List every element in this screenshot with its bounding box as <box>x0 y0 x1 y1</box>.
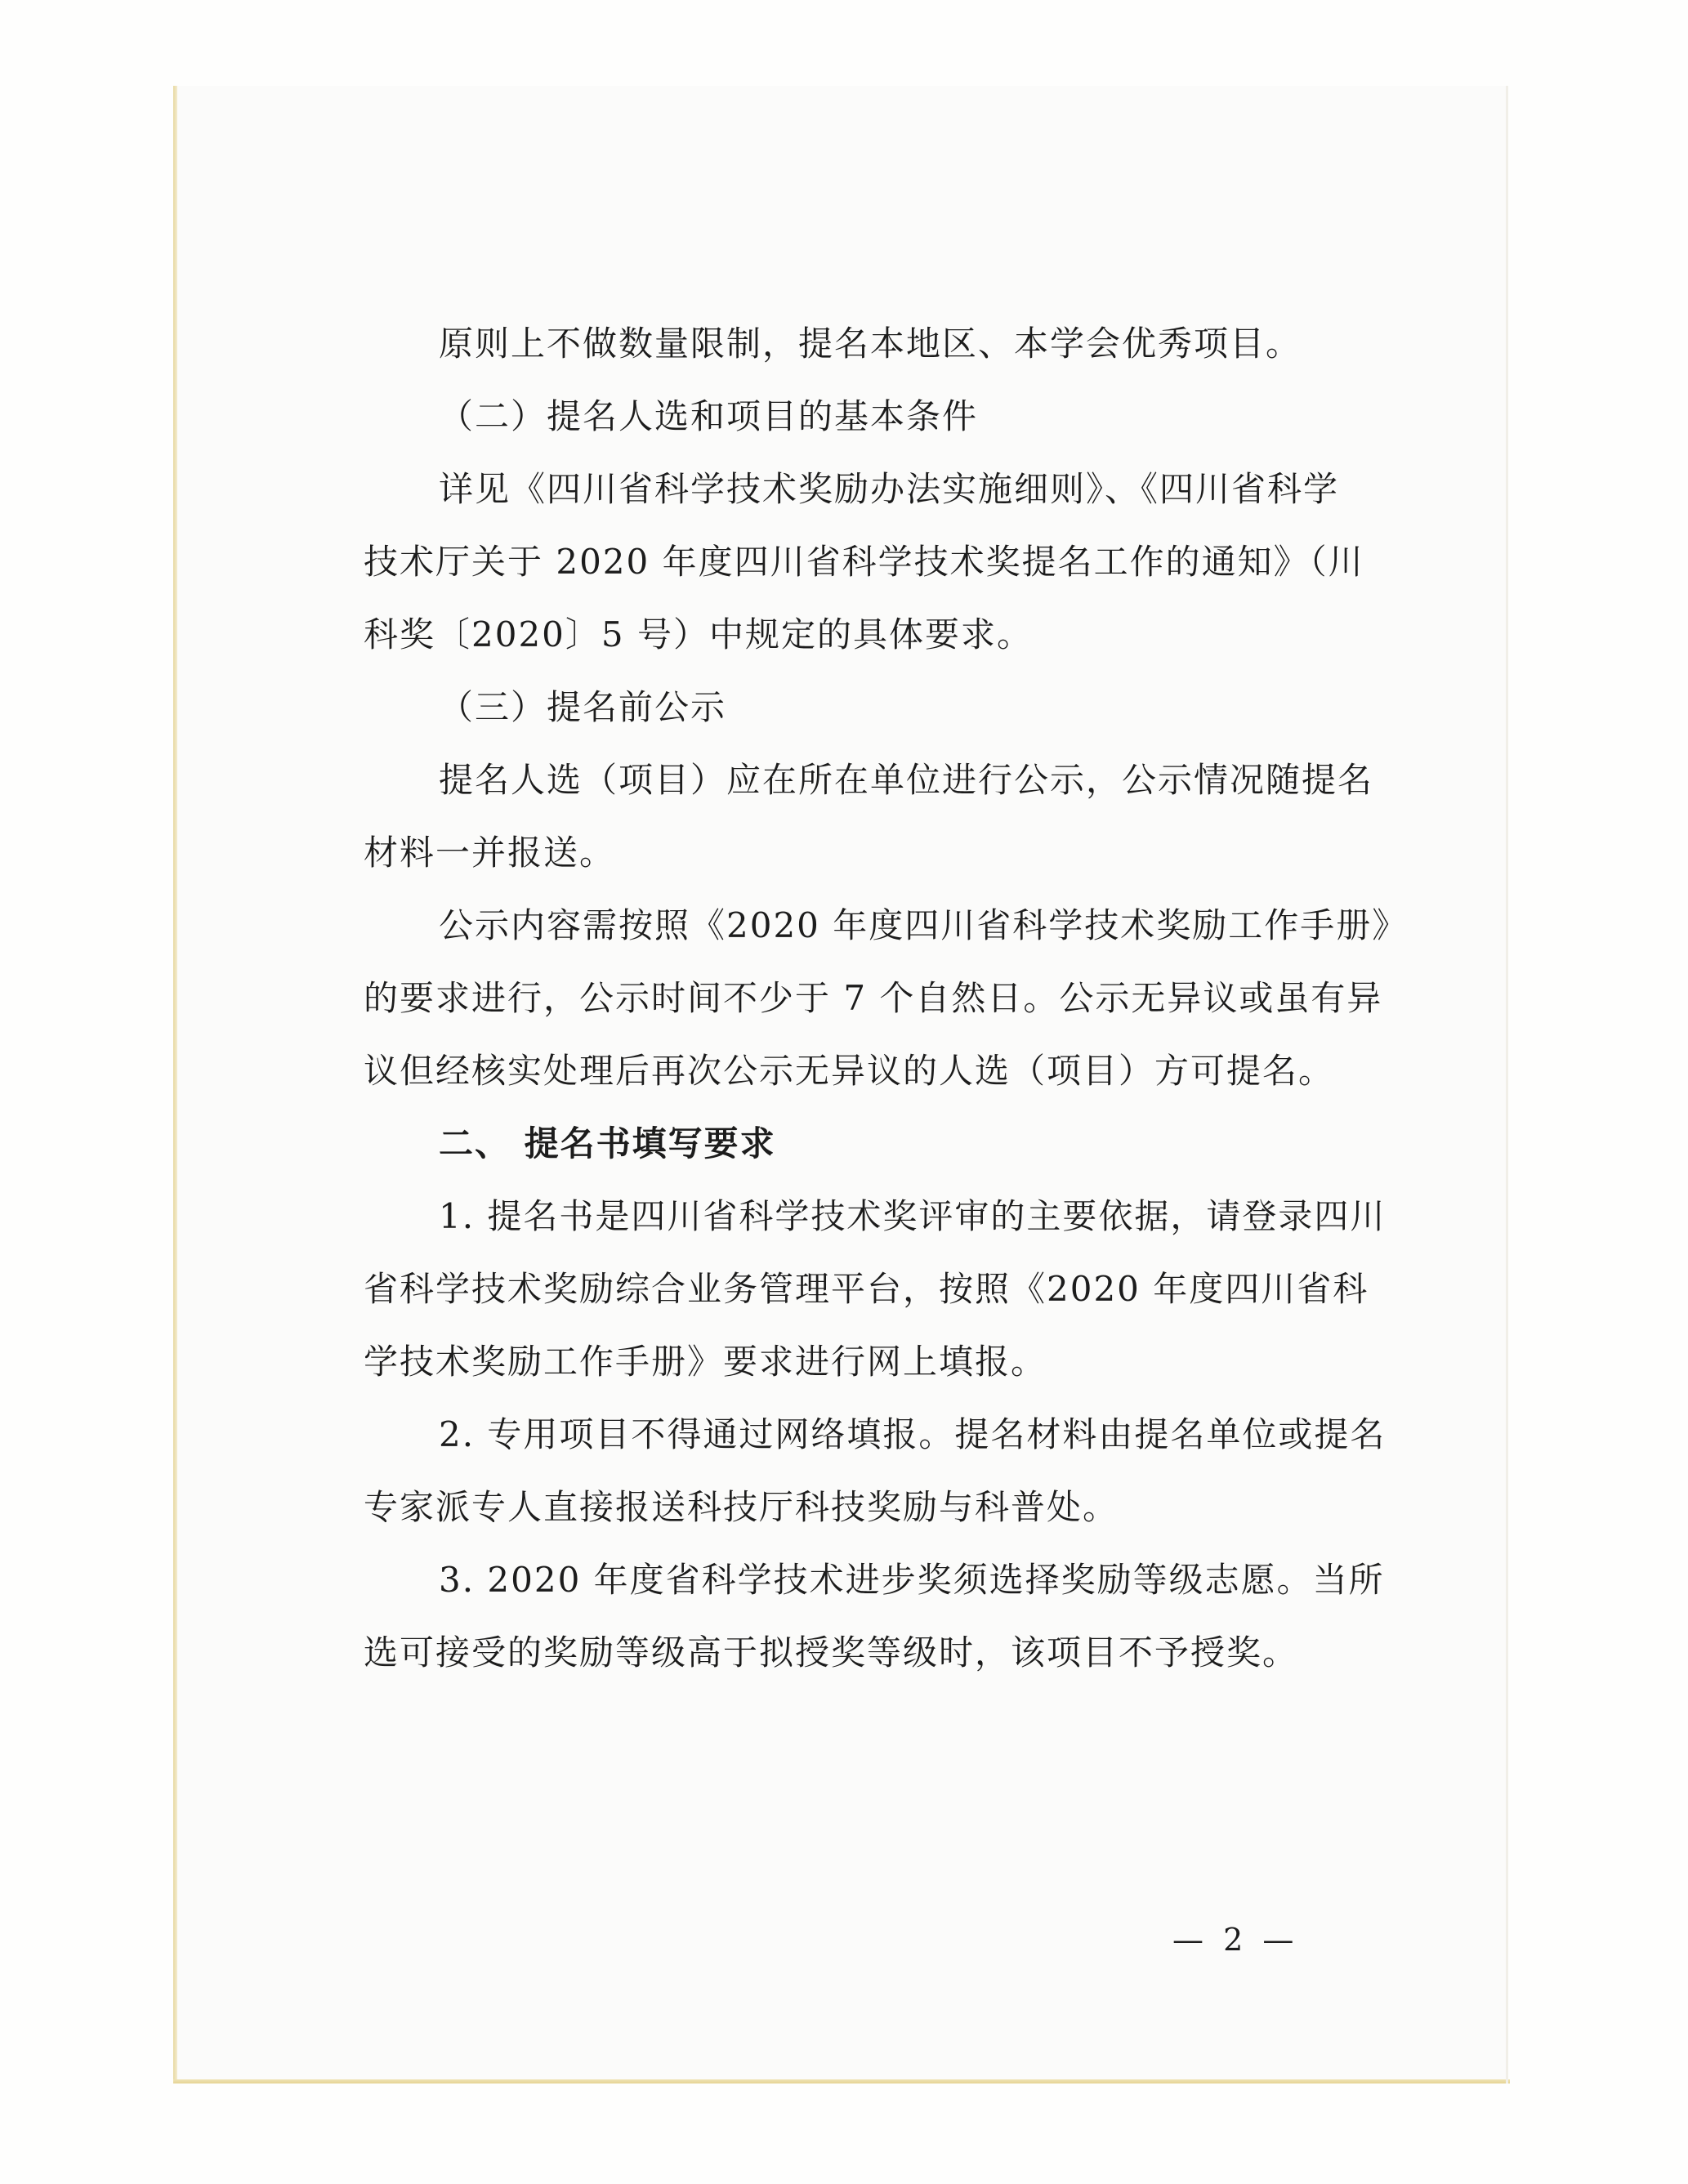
body-line: 专家派专人直接报送科技厅科技奖励与科普处。 <box>364 1487 1119 1527</box>
paper-edge-right <box>1506 86 1508 2084</box>
body-line: 议但经核实处理后再次公示无异议的人选（项目）方可提名。 <box>364 1051 1335 1091</box>
body-line: 材料一并报送。 <box>364 833 616 873</box>
subheading-criteria: （二）提名人选和项目的基本条件 <box>439 396 979 436</box>
body-line: 的要求进行，公示时间不少于 7 个自然日。公示无异议或虽有异 <box>364 978 1383 1018</box>
body-line: 学技术奖励工作手册》要求进行网上填报。 <box>364 1342 1047 1382</box>
body-line: 选可接受的奖励等级高于拟授奖等级时，该项目不予授奖。 <box>364 1632 1299 1673</box>
body-line: 1. 提名书是四川省科学技术奖评审的主要依据，请登录四川 <box>439 1196 1387 1236</box>
body-line: 省科学技术奖励综合业务管理平台，按照《2020 年度四川省科 <box>364 1269 1369 1309</box>
body-line: 科奖〔2020〕5 号）中规定的具体要求。 <box>364 614 1033 654</box>
body-line: 提名人选（项目）应在所在单位进行公示，公示情况随提名 <box>439 760 1374 800</box>
section-heading: 二、 提名书填写要求 <box>439 1123 776 1163</box>
page-number: — 2 — <box>1172 1922 1299 1958</box>
body-line: 3. 2020 年度省科学技术进步奖须选择奖励等级志愿。当所 <box>439 1560 1385 1600</box>
body-line: 技术厅关于 2020 年度四川省科学技术奖提名工作的通知》（川 <box>364 542 1364 582</box>
body-line: 详见《四川省科学技术奖励办法实施细则》、《四川省科学 <box>439 469 1340 509</box>
subheading-publicity: （三）提名前公示 <box>439 687 727 727</box>
paper-edge-bottom <box>173 2079 1510 2084</box>
body-line: 原则上不做数量限制，提名本地区、本学会优秀项目。 <box>439 324 1302 364</box>
body-line: 公示内容需按照《2020 年度四川省科学技术奖励工作手册》 <box>439 905 1409 945</box>
body-line: 2. 专用项目不得通过网络填报。提名材料由提名单位或提名 <box>439 1414 1387 1454</box>
paper-edge-left <box>173 86 177 2084</box>
